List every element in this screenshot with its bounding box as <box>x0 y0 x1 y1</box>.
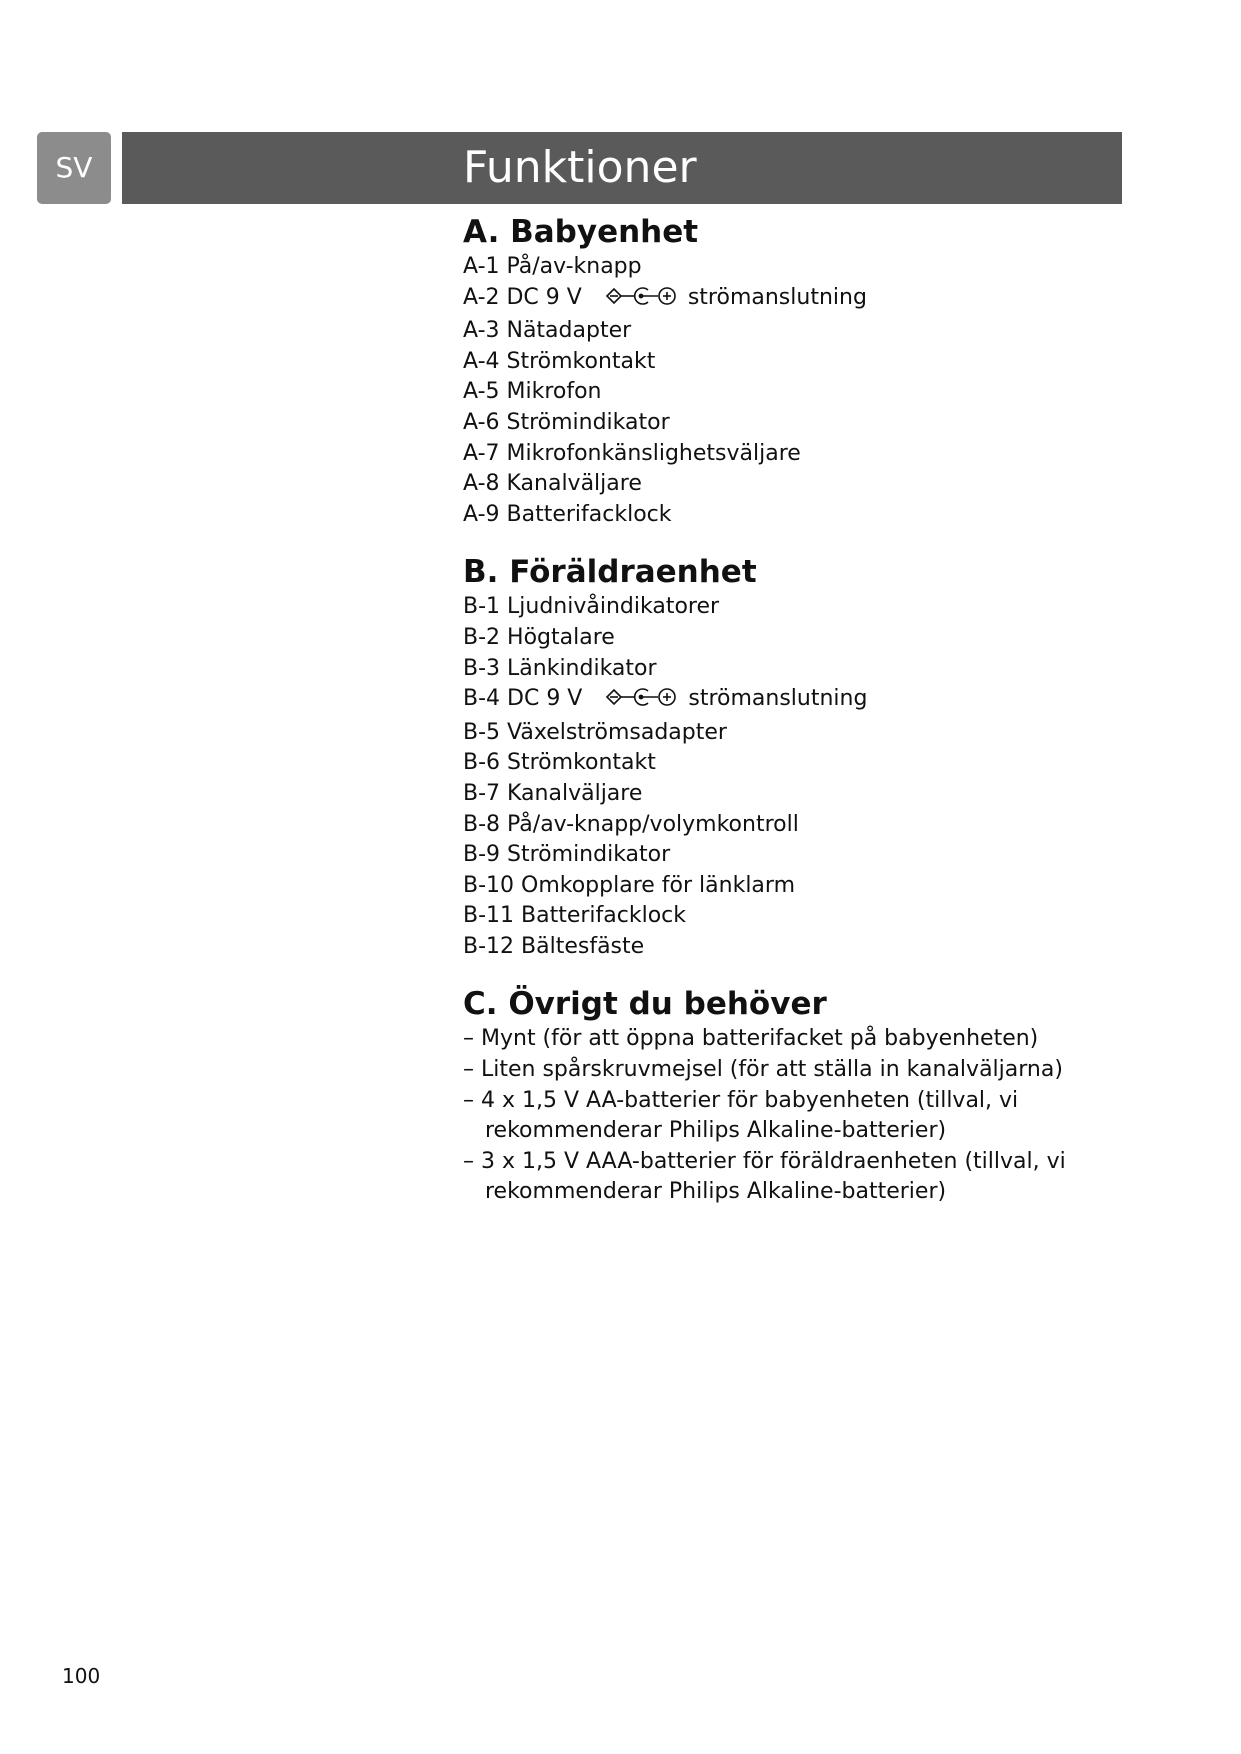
list-item: B-5 Växelströmsadapter <box>463 719 727 745</box>
list-item: – Mynt (för att öppna batterifacket på babyenheten) <box>463 1026 1039 1052</box>
title-bar <box>122 132 1122 204</box>
list-item: A-6 Strömindikator <box>463 409 670 435</box>
section-parent-unit <box>463 552 1083 962</box>
list-item: B-7 Kanalväljare <box>463 780 643 806</box>
language-tab: SV <box>37 132 111 204</box>
list-item: A-9 Batterifacklock <box>463 501 672 527</box>
dc-polarity-icon <box>604 285 680 317</box>
item-label: A-2 DC 9 V <box>463 284 582 310</box>
section-heading-a: A. Babyenhet <box>463 214 699 250</box>
baby-unit-list <box>463 252 1083 530</box>
section-baby-unit <box>463 212 1083 530</box>
list-item: B-11 Batterifacklock <box>463 903 687 929</box>
list-item: A-1 På/av-knapp <box>463 254 642 279</box>
list-item: A-4 Strömkontakt <box>463 348 656 374</box>
list-item: B-10 Omkopplare för länklarm <box>463 872 795 898</box>
section-other-needs <box>463 984 1083 1208</box>
item-label: B-4 DC 9 V <box>463 686 583 712</box>
list-item: B-2 Högtalare <box>463 624 615 650</box>
requirements-list <box>463 1024 1083 1208</box>
page-number: 100 <box>62 1664 101 1688</box>
section-heading-b: B. Föräldraenhet <box>463 554 757 591</box>
list-item: B-9 Strömindikator <box>463 842 671 868</box>
item-suffix: strömanslutning <box>688 686 868 712</box>
list-item: – 4 x 1,5 V AA-batterier för babyenheten (tillval, vi rekommenderar Philips Alkaline-batterier) <box>463 1087 1019 1144</box>
list-item: – 3 x 1,5 V AAA-batterier för föräldraenheten (tillval, vi rekommenderar Philips Alkaline-batterier) <box>463 1148 1066 1205</box>
list-item: B-8 På/av-knapp/volymkontroll <box>463 811 799 837</box>
list-item: A-7 Mikrofonkänslighetsväljare <box>463 440 801 466</box>
section-heading-c: C. Övrigt du behöver <box>463 986 827 1023</box>
item-suffix: strömanslutning <box>687 284 867 310</box>
parent-unit-list <box>463 592 1083 962</box>
list-item: A-3 Nätadapter <box>463 318 632 344</box>
list-item: B-3 Länkindikator <box>463 655 657 681</box>
list-item: A-8 Kanalväljare <box>463 471 642 497</box>
list-item <box>463 684 1083 718</box>
dc-polarity-icon <box>604 686 680 718</box>
list-item: – Liten spårskruvmejsel (för att ställa in kanalväljarna) <box>463 1057 1063 1083</box>
list-item: A-5 Mikrofon <box>463 379 602 405</box>
list-item <box>463 283 1083 317</box>
list-item: B-12 Bältesfäste <box>463 933 645 959</box>
page-title: Funktioner <box>463 142 697 193</box>
list-item: B-1 Ljudnivåindikatorer <box>463 594 720 620</box>
content <box>463 212 1083 1208</box>
list-item: B-6 Strömkontakt <box>463 750 656 776</box>
